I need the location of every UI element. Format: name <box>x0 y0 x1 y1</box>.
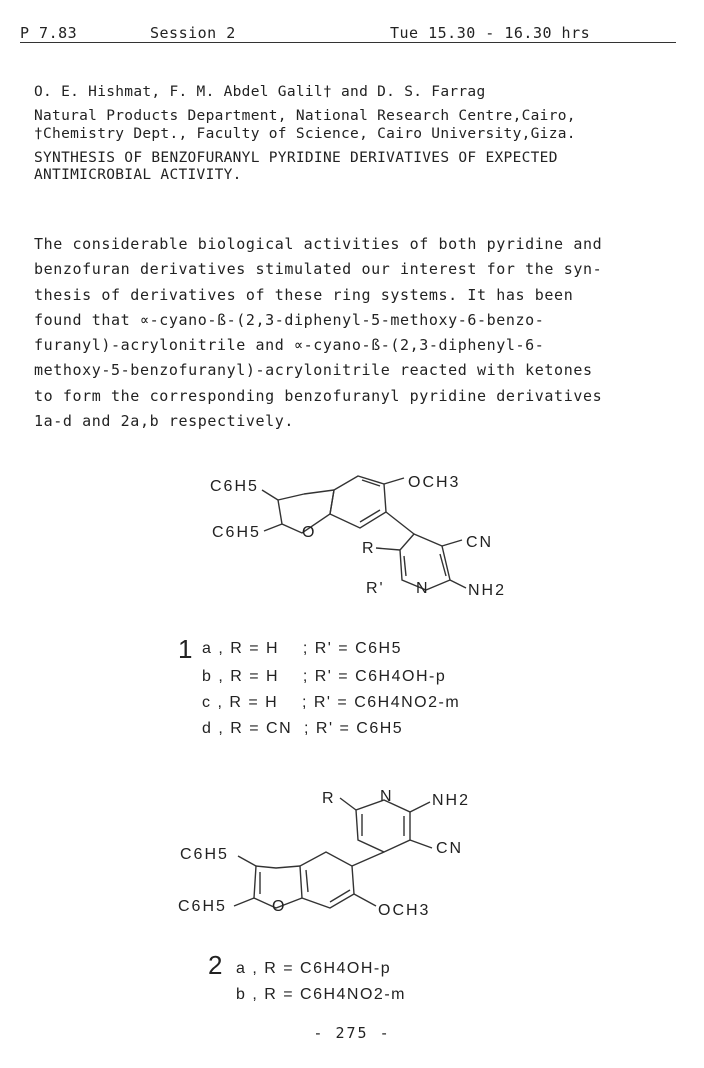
abstract-line: furanyl)-acrylonitrile and ∝-cyano-ß-(2,3-diphenyl-6- <box>34 336 545 355</box>
s2-amino: NH2 <box>432 792 471 809</box>
paper-code: P 7.83 <box>20 24 78 42</box>
s2-phenyl-bottom: C6H5 <box>178 898 227 915</box>
s1-cyano: CN <box>466 534 494 551</box>
s1-phenyl-bottom: C6H5 <box>212 524 261 541</box>
abstract-line: thesis of derivatives of these ring systems. It has been <box>34 285 574 304</box>
abstract-line: to form the corresponding benzofuranyl pyridine derivatives <box>34 386 603 405</box>
affiliation-1: Natural Products Department, National Research Centre,Cairo, <box>34 108 576 124</box>
compound-2b: b , R = C6H4NO2-m <box>236 986 406 1003</box>
s1-furan-oxygen: O <box>302 524 317 541</box>
compound-1d: d , R = CN ; R' = C6H5 <box>202 720 404 737</box>
compound-1b: b , R = H ; R' = C6H4OH-p <box>202 668 447 685</box>
s2-furan-oxygen: O <box>272 898 287 915</box>
abstract-line: found that ∝-cyano-ß-(2,3-diphenyl-5-methoxy-6-benzo- <box>34 310 545 329</box>
structure-1-bonds <box>262 476 466 590</box>
structure-2-bonds <box>234 798 432 908</box>
abstract-line: 1a-d and 2a,b respectively. <box>34 412 295 431</box>
s2-ring-nitrogen: N <box>380 788 394 805</box>
s2-r: R <box>322 790 336 807</box>
s1-methoxy: OCH3 <box>408 474 461 491</box>
abstract-line: methoxy-5-benzofuranyl)-acrylonitrile reacted with ketones <box>34 361 593 380</box>
session-time: Tue 15.30 - 16.30 hrs <box>390 24 591 42</box>
s2-cyano: CN <box>436 840 464 857</box>
abstract-line: benzofuran derivatives stimulated our interest for the syn- <box>34 260 603 279</box>
compound-2-number: 2 <box>208 950 223 980</box>
paper-title-2: ANTIMICROBIAL ACTIVITY. <box>34 167 242 183</box>
s1-r-prime: R' <box>366 580 385 597</box>
s2-phenyl-top: C6H5 <box>180 846 229 863</box>
page-number: - 275 - <box>313 1024 391 1042</box>
compound-1c: c , R = H ; R' = C6H4NO2-m <box>202 694 461 711</box>
s1-ring-nitrogen: N <box>416 580 430 597</box>
affiliation-2: †Chemistry Dept., Faculty of Science, Cairo University,Giza. <box>34 126 576 142</box>
authors: O. E. Hishmat, F. M. Abdel Galil† and D. S. Farrag <box>34 84 486 100</box>
s2-methoxy: OCH3 <box>378 902 431 919</box>
paper-title-1: SYNTHESIS OF BENZOFURANYL PYRIDINE DERIVATIVES OF EXPECTED <box>34 150 558 166</box>
session-label: Session 2 <box>150 24 236 42</box>
abstract-line: The considerable biological activities of both pyridine and <box>34 235 603 253</box>
compound-2a: a , R = C6H4OH-p <box>236 960 392 977</box>
s1-r: R <box>362 540 376 557</box>
compound-1a: a , R = H ; R' = C6H5 <box>202 640 402 657</box>
s1-amino: NH2 <box>468 582 507 599</box>
s1-phenyl-top: C6H5 <box>210 478 259 495</box>
compound-1-number: 1 <box>178 634 193 664</box>
